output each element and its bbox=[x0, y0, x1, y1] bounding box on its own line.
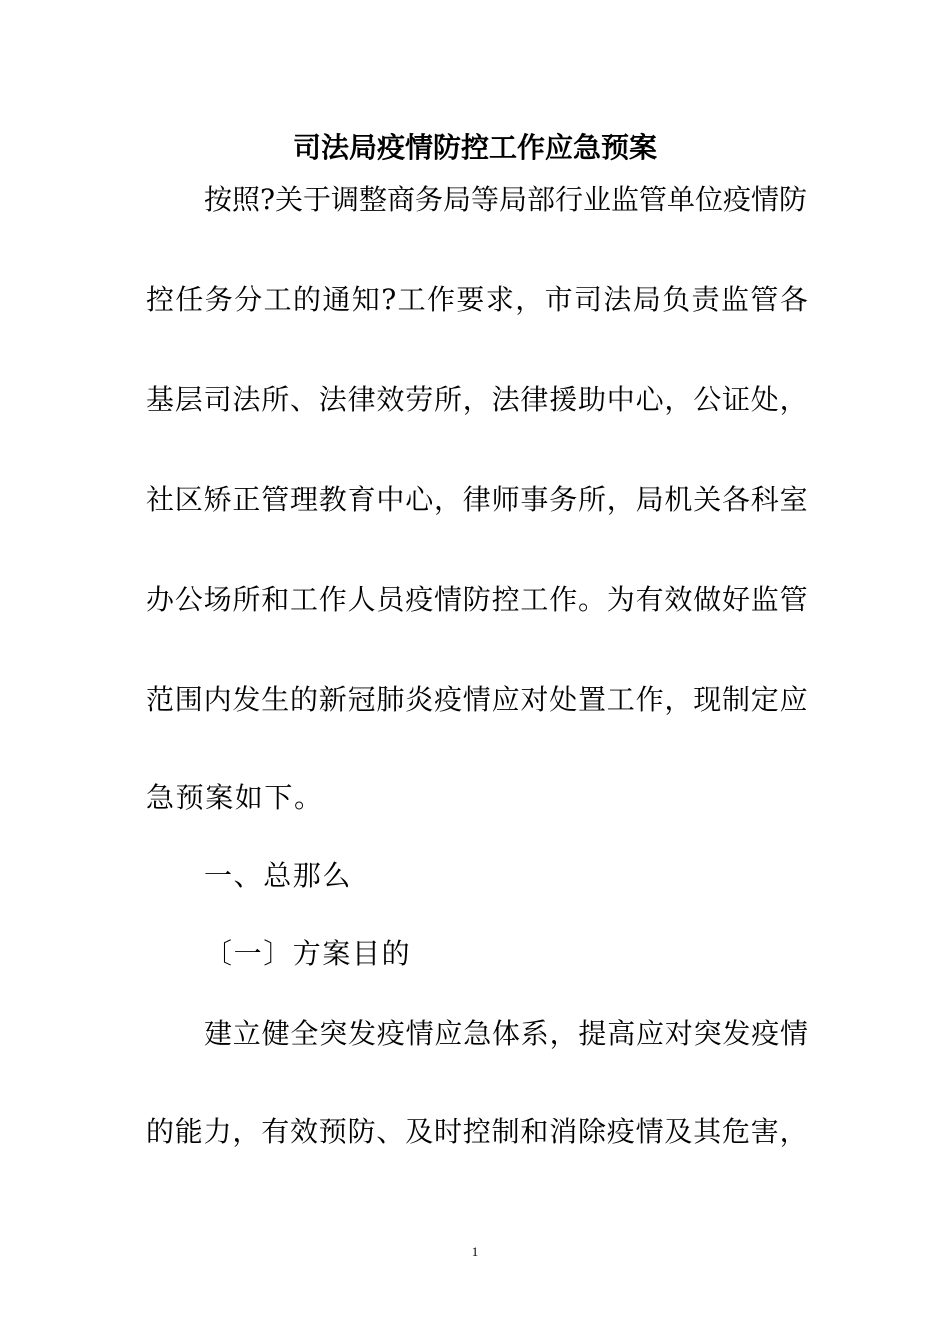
paragraph-line: 范围内发生的新冠肺炎疫情应对处置工作，现制定应 bbox=[146, 683, 809, 716]
document-title: 司法局疫情防控工作应急预案 bbox=[292, 131, 657, 164]
paragraph-line: 按照?关于调整商务局等局部行业监管单位疫情防 bbox=[204, 183, 808, 216]
subsection-heading: 〔一〕方案目的 bbox=[204, 937, 412, 970]
paragraph-line: 基层司法所、法律效劳所，法律援助中心，公证处， bbox=[146, 383, 809, 416]
paragraph-line: 办公场所和工作人员疫情防控工作。为有效做好监管 bbox=[146, 583, 809, 616]
section-heading: 一、总那么 bbox=[204, 859, 353, 892]
paragraph-line: 控任务分工的通知?工作要求，市司法局负责监管各 bbox=[146, 283, 810, 316]
paragraph-line: 急预案如下。 bbox=[146, 781, 324, 814]
paragraph-line: 社区矫正管理教育中心，律师事务所，局机关各科室 bbox=[146, 483, 809, 516]
page-number: 1 bbox=[471, 1244, 479, 1259]
paragraph-line: 建立健全突发疫情应急体系，提高应对突发疫情 bbox=[204, 1017, 809, 1050]
paragraph-line: 的能力，有效预防、及时控制和消除疫情及其危害， bbox=[146, 1115, 809, 1148]
